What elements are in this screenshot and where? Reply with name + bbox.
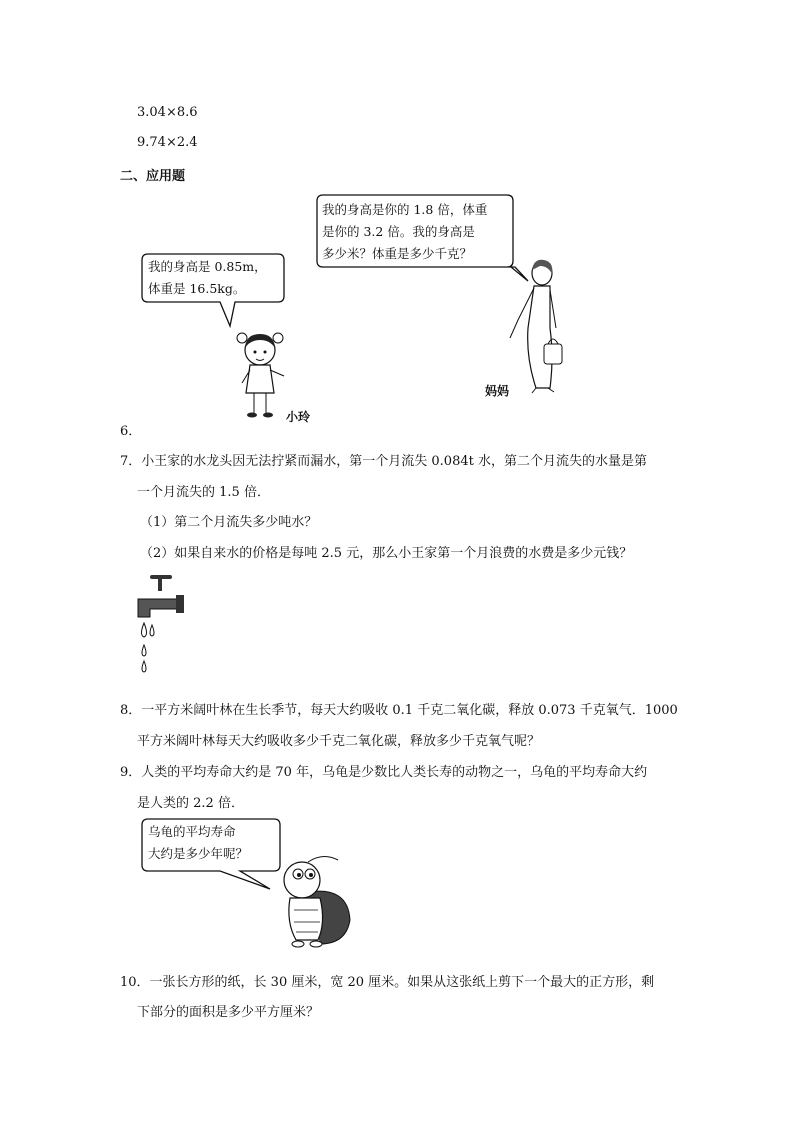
turtle-bubble-line-2: 大约是多少年呢？ <box>148 846 249 861</box>
turtle-illustration <box>268 852 358 952</box>
girl-speech-bubble <box>148 256 288 300</box>
mom-bubble-line-1: 我的身高是你的 1.8 倍，体重 <box>322 202 488 217</box>
calc-item-1: 3.04×8.6 <box>137 105 198 120</box>
problem-10-line-1: 10．一张长方形的纸，长 30 厘米，宽 20 厘米。如果从这张纸上剪下一个最大的正方形，剩 <box>120 975 655 990</box>
calc-item-2: 9.74×2.4 <box>137 135 198 150</box>
mom-bubble-line-3: 多少米？体重是多少千克？ <box>322 246 473 261</box>
problem-7-line-2: 一个月流失的 1.5 倍． <box>137 485 270 500</box>
mom-bubble-line-2: 是你的 3.2 倍。我的身高是 <box>322 224 475 239</box>
faucet-illustration <box>130 573 190 683</box>
mom-illustration <box>500 258 580 398</box>
turtle-speech-bubble <box>148 821 278 865</box>
girl-bubble-line-1: 我的身高是 0.85m， <box>148 259 267 274</box>
problem-9-line-1: 9．人类的平均寿命大约是 70 年，乌龟是少数比人类长寿的动物之一，乌龟的平均寿命大约 <box>120 765 648 780</box>
turtle-bubble-line-1: 乌龟的平均寿命 <box>148 824 236 839</box>
problem-10-line-2: 下部分的面积是多少平方厘米？ <box>137 1005 320 1020</box>
problem-8-line-2: 平方米阔叶林每天大约吸收多少千克二氧化碳，释放多少千克氧气呢？ <box>137 734 541 749</box>
problem-7-question-1: （1）第二个月流失多少吨水？ <box>140 515 318 530</box>
problem-6-number: 6． <box>120 424 142 439</box>
problem-8-line-1: 8．一平方米阔叶林在生长季节，每天大约吸收 0.1 千克二氧化碳，释放 0.073 千克氧气．1000 <box>120 703 678 718</box>
girl-bubble-line-2: 体重是 16.5kg。 <box>148 281 246 296</box>
mom-name: 妈妈 <box>485 384 510 398</box>
girl-name: 小玲 <box>286 410 311 424</box>
mom-speech-bubble <box>322 199 517 265</box>
problem-9-line-2: 是人类的 2.2 倍． <box>137 796 244 811</box>
problem-7-line-1: 7．小王家的水龙头因无法拧紧而漏水，第一个月流失 0.084t 水，第二个月流失的水量是第 <box>120 454 647 469</box>
girl-illustration <box>232 328 292 423</box>
problem-7-question-2: （2）如果自来水的价格是每吨 2.5 元，那么小王家第一个月浪费的水费是多少元钱？ <box>140 546 633 561</box>
section-title: 二、应用题 <box>120 169 186 184</box>
